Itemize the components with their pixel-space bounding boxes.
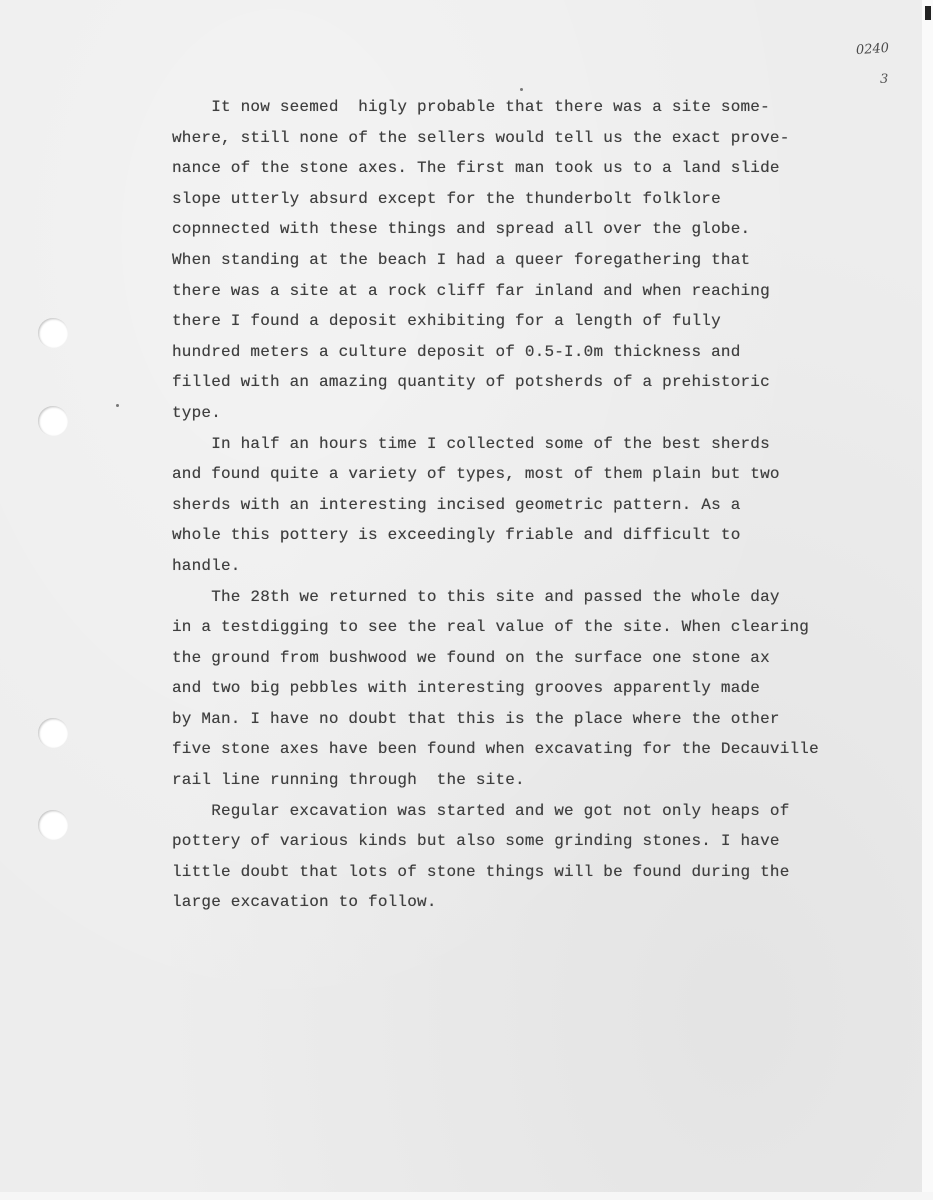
text-line: Regular excavation was started and we got not only heaps of — [172, 801, 790, 820]
text-line: whole this pottery is exceedingly friable and difficult to — [172, 526, 741, 545]
text-line: filled with an amazing quantity of potsherds of a prehistoric — [172, 373, 770, 392]
text-line: In half an hours time I collected some of the best sherds — [172, 434, 770, 453]
text-line: type. — [172, 403, 222, 422]
text-line: It now seemed higly probable that there was a site some- — [172, 98, 770, 116]
text-line: and two big pebbles with interesting grooves apparently made — [172, 679, 761, 698]
text-line: handle. — [172, 556, 241, 575]
document-number: 0240 — [855, 40, 890, 59]
paragraph-4 — [172, 796, 917, 918]
paragraph-2 — [172, 429, 917, 582]
text-line: there was a site at a rock cliff far inland and when reaching — [172, 281, 770, 300]
text-line: slope utterly absurd except for the thunderbolt folklore — [172, 189, 721, 208]
text-line: When standing at the beach I had a queer foregathering that — [172, 250, 751, 269]
text-line: nance of the stone axes. The first man took us to a land slide — [172, 159, 780, 178]
text-line: there I found a deposit exhibiting for a length of fully — [172, 312, 721, 331]
text-line: little doubt that lots of stone things will be found during the — [172, 862, 790, 881]
text-line: The 28th we returned to this site and passed the whole day — [172, 587, 780, 606]
typewritten-body — [172, 92, 917, 918]
text-line: sherds with an interesting incised geometric pattern. As a — [172, 495, 741, 514]
text-line: five stone axes have been found when excavating for the Decauville — [172, 740, 819, 759]
text-line: the ground from bushwood we found on the surface one stone ax — [172, 648, 770, 667]
page-number: 3 — [880, 72, 889, 87]
scan-edge-right — [922, 0, 933, 1200]
text-line: hundred meters a culture deposit of 0.5-I.0m thickness and — [172, 342, 741, 361]
text-line: pottery of various kinds but also some grinding stones. I have — [172, 832, 780, 851]
text-line: and found quite a variety of types, most of them plain but two — [172, 465, 780, 484]
text-line: in a testdigging to see the real value of the site. When clearing — [172, 618, 810, 637]
text-line: by Man. I have no doubt that this is the place where the other — [172, 709, 780, 728]
scan-corner-mark — [925, 6, 931, 20]
scan-edge-bottom — [0, 1192, 933, 1200]
paragraph-3 — [172, 582, 917, 796]
paper-speck — [116, 404, 119, 407]
paragraph-1 — [172, 92, 917, 429]
paper-speck — [520, 88, 523, 91]
text-line: where, still none of the sellers would tell us the exact prove- — [172, 128, 790, 147]
punch-hole — [38, 406, 68, 436]
text-line: rail line running through the site. — [172, 771, 525, 790]
punch-hole — [38, 810, 68, 840]
text-line: large excavation to follow. — [172, 893, 437, 912]
punch-hole — [38, 718, 68, 748]
punch-hole — [38, 318, 68, 348]
text-line: copnnected with these things and spread all over the globe. — [172, 220, 751, 239]
